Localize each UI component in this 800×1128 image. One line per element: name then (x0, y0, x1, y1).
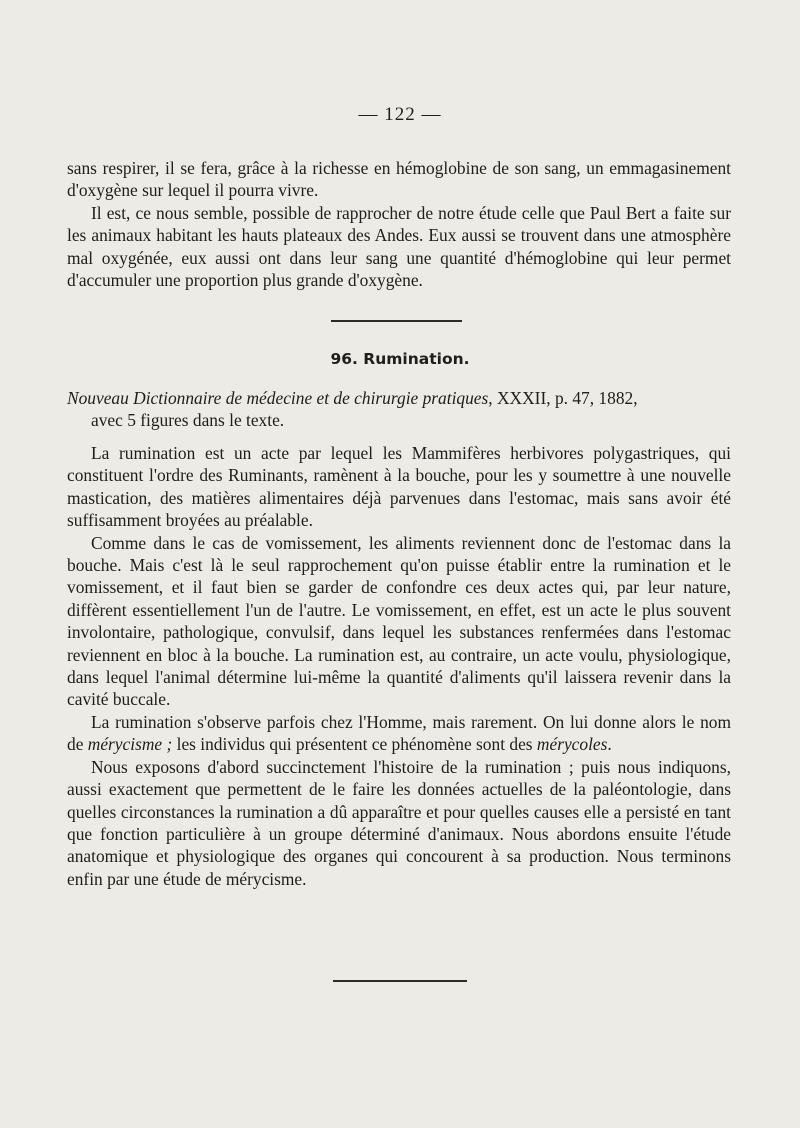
p3-text-b: les individus qui présentent ce phénomène sont des (172, 734, 537, 755)
p3-text-c: . (607, 734, 612, 755)
reference-details: , XXXII, p. 47, 1882, (488, 388, 638, 408)
bibliographic-reference (67, 387, 731, 432)
body-paragraph-4: Nous exposons d'abord succinctement l'histoire de la rumination ; puis nous indiquons, aussi exactement que permettent de le faire les données actuelles de la paléontologie, dans quelles circonstances la rumination a dû apparaître et pour quelles causes elle a persisté en tant que fonction particulière à un groupe déterminé d'animaux. Nous abordons ensuite l'étude anatomique et physiologique des organes qui concourent à sa production. Nous terminons enfin par une étude de mérycisme. (67, 756, 731, 889)
intro-paragraph-2: Il est, ce nous semble, possible de rapprocher de notre étude celle que Paul Bert a faite sur les animaux habitant les hauts plateaux des Andes. Eux aussi se trouvent dans une atmosphère mal oxygénée, eux aussi ont dans leur sang une quantité d'hémoglobine qui leur permet d'accumuler une proportion plus grande d'oxygène. (67, 202, 731, 291)
body-paragraph-3 (67, 711, 731, 756)
body-paragraph-1: La rumination est un acte par lequel les Mammifères herbivores polygastriques, qui constituent l'ordre des Ruminants, ramènent à la bouche, pour les y soumettre à une nouvelle mastication, des matières alimentaires déjà parvenues dans l'estomac, mais sans avoir été suffisamment broyées au préalable. (67, 443, 731, 531)
section-body (67, 442, 731, 890)
body-paragraph-2: Comme dans le cas de vomissement, les aliments reviennent donc de l'estomac dans la bouche. Mais c'est là le seul rapprochement qu'on puisse établir entre la rumination et le vomissement, et il faut bien se garder de confondre ces deux actes qui, par leur nature, diffèrent essentiellement l'un de l'autre. Le vomissement, en effet, est un acte le plus souvent involontaire, pathologique, convulsif, dans lequel les substances renfermées dans l'estomac reviennent en bloc à la bouche. La rumination est, au contraire, un acte voulu, physiologique, dans lequel l'animal détermine lui-même la quantité d'aliments qu'il laissera revenir dans la cavité buccale. (67, 532, 731, 710)
intro-paragraph-1: sans respirer, il se fera, grâce à la richesse en hémoglobine de son sang, un emmagasinement d'oxygène sur lequel il pourra vivre. (67, 158, 731, 201)
p3-text-a: La rumination s'observe parfois chez l'Homme, mais rarement. On lui donne alors le nom de (67, 711, 731, 755)
term-merycisme: mérycisme ; (87, 734, 173, 755)
term-merycoles: mérycoles (536, 734, 608, 755)
reference-title: Nouveau Dictionnaire de médecine et de chirurgie pratiques (67, 388, 489, 408)
intro-text (67, 157, 731, 291)
page-number: — 122 — (358, 104, 442, 125)
reference-line-2: avec 5 figures dans le texte. (91, 410, 285, 431)
section-divider-bottom (333, 980, 467, 982)
section-heading: 96. Rumination. (330, 350, 470, 368)
section-divider-top (331, 320, 462, 322)
